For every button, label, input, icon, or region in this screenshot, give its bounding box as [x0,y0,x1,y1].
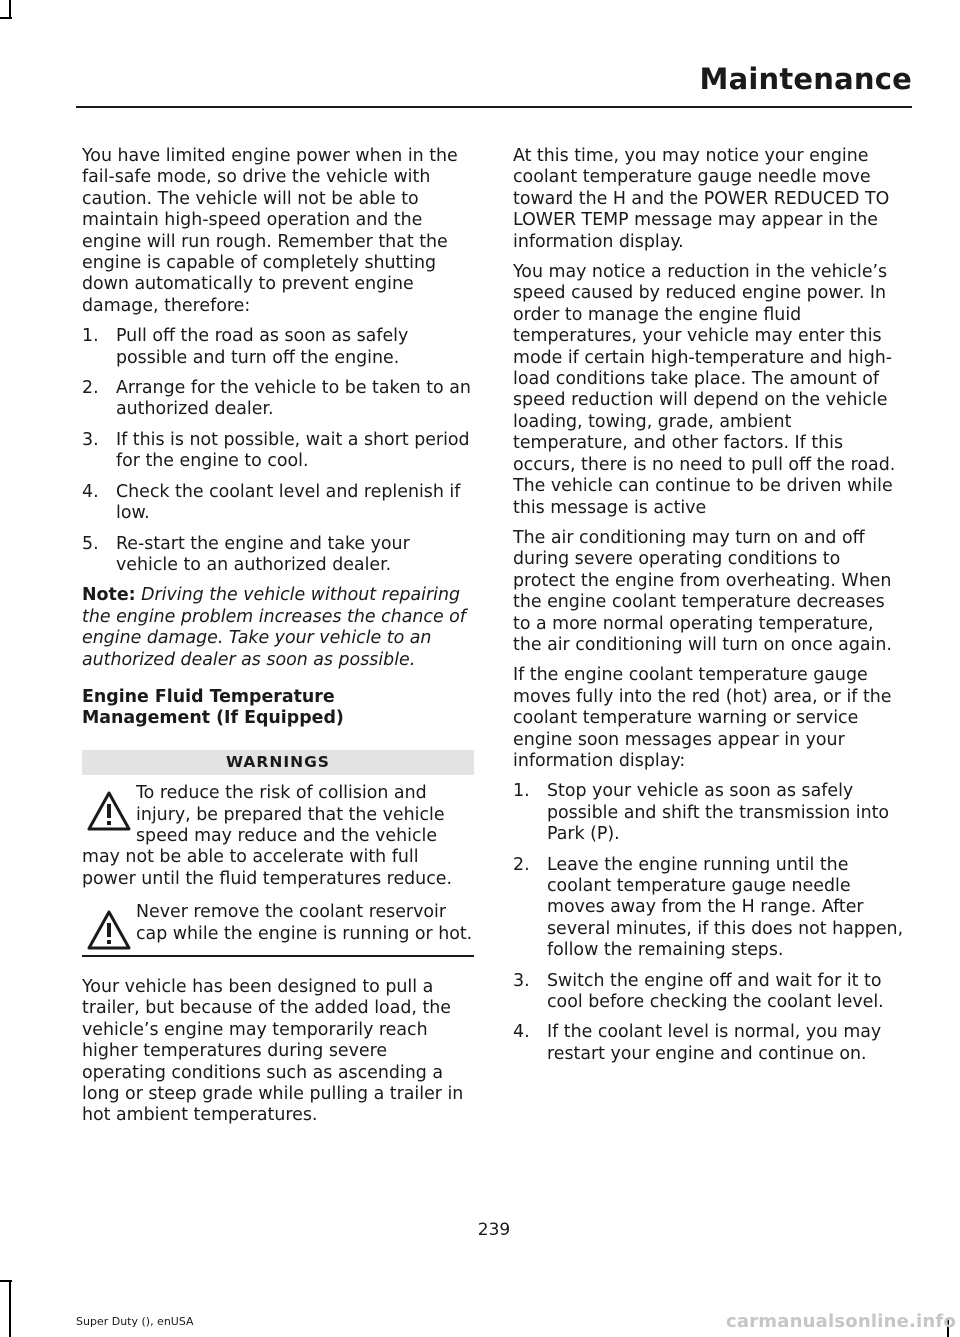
crop-mark [9,1280,11,1337]
page-number: 239 [477,1220,511,1240]
note-paragraph [82,585,474,671]
warnings-rule [82,955,474,957]
intro-paragraph: You have limited engine power when in the fail-safe mode, so drive the vehicle with caution. The vehicle will not be able to maintain high-speed operation and the engine will run rough. Remember that the engine is capable of completely shutting down automatically to prevent engine damage, therefore: [82,146,458,316]
step-number: 4. [513,1022,530,1043]
note-text: Driving the vehicle without repairing the engine problem increases the chance of engine damage. Take your vehicle to an authorized dealer as soon as possible. [82,585,466,670]
crop-mark [9,0,11,18]
warning-item [82,783,474,890]
warning-text: Never remove the coolant reservoir cap while the engine is running or hot. [136,902,473,944]
list-item [82,482,474,525]
step-number: 3. [82,429,99,450]
list-item [82,430,474,473]
left-column [82,146,474,1136]
step-number: 4. [82,481,99,502]
step-number: 5. [82,533,99,554]
doc-info: Super Duty (), enUSA [76,1315,194,1328]
step-number: 3. [513,970,530,991]
step-text: Leave the engine running until the coolant temperature gauge needle moves away from the H range. After several minutes, if this does not happen, follow the remaining steps. [547,854,904,961]
step-text: Switch the engine off and wait for it to cool before checking the coolant level. [547,970,884,1013]
list-item [513,971,907,1014]
right-column [513,146,907,1074]
list-item [513,855,907,962]
step-number: 2. [82,378,99,399]
step-text: Pull off the road as soon as safely possible and turn off the engine. [116,326,409,368]
step-number: 1. [82,326,99,347]
paragraph: You may notice a reduction in the vehicle’s speed caused by reduced engine power. In order to manage the engine fluid temperatures, your vehicle may enter this mode if certain high-temperature and high-load conditions take place. The amount of speed reduction will depend on the vehicle loading, towing, grade, ambient temperature, and other factors. If this occurs, there is no need to pull off the road. The vehicle can continue to be driven while this message is active [513,262,896,518]
crop-mark [0,17,12,19]
warning-item [82,902,474,945]
paragraph: The air conditioning may turn on and off during severe operating conditions to protect the engine from overheating. When the engine coolant temperature decreases to a more normal operating temperature, the air conditioning will turn on once again. [513,527,892,655]
list-item [82,534,474,577]
warning-triangle-icon [86,908,132,954]
overheat-steps-list [513,781,907,1065]
step-text: If the coolant level is normal, you may restart your engine and continue on. [547,1022,882,1064]
section-heading: Engine Fluid Temperature Management (If Equipped) [82,686,344,729]
step-text: If this is not possible, wait a short period for the engine to cool. [116,429,470,472]
warning-triangle-icon [86,789,132,835]
note-label: Note: [82,585,136,606]
watermark[interactable]: carmanualsonline.info [726,1311,957,1332]
failsafe-steps-list [82,326,474,576]
step-text: Check the coolant level and replenish if low. [116,481,461,524]
list-item [513,781,907,845]
list-item [82,326,474,369]
warning-text: To reduce the risk of collision and injury, be prepared that the vehicle speed may reduce and the vehicle may not be able to accelerate with full power until the fluid temperatures reduce. [82,783,452,889]
step-text: Arrange for the vehicle to be taken to an authorized dealer. [116,378,471,420]
header-rule [76,106,912,108]
page-title: Maintenance [699,62,912,96]
warnings-heading: WARNINGS [82,750,474,775]
crop-mark [0,1280,12,1282]
step-number: 1. [513,781,530,802]
paragraph: At this time, you may notice your engine coolant temperature gauge needle move toward the H and the POWER REDUCED TO LOWER TEMP message may appear in the information display. [513,146,890,252]
step-text: Stop your vehicle as soon as safely possible and shift the transmission into Park (P). [547,781,890,845]
step-text: Re-start the engine and take your vehicle to an authorized dealer. [116,533,410,575]
trailer-paragraph: Your vehicle has been designed to pull a trailer, but because of the added load, the vehicle’s engine may temporarily reach higher temperatures during severe operating conditions such as ascending a long or steep grade while pulling a trailer in hot ambient temperatures. [82,977,464,1126]
list-item [513,1022,907,1065]
step-number: 2. [513,854,530,875]
paragraph: If the engine coolant temperature gauge moves fully into the red (hot) area, or if the coolant temperature warning or service engine soon messages appear in your information display: [513,665,892,771]
list-item [82,378,474,421]
